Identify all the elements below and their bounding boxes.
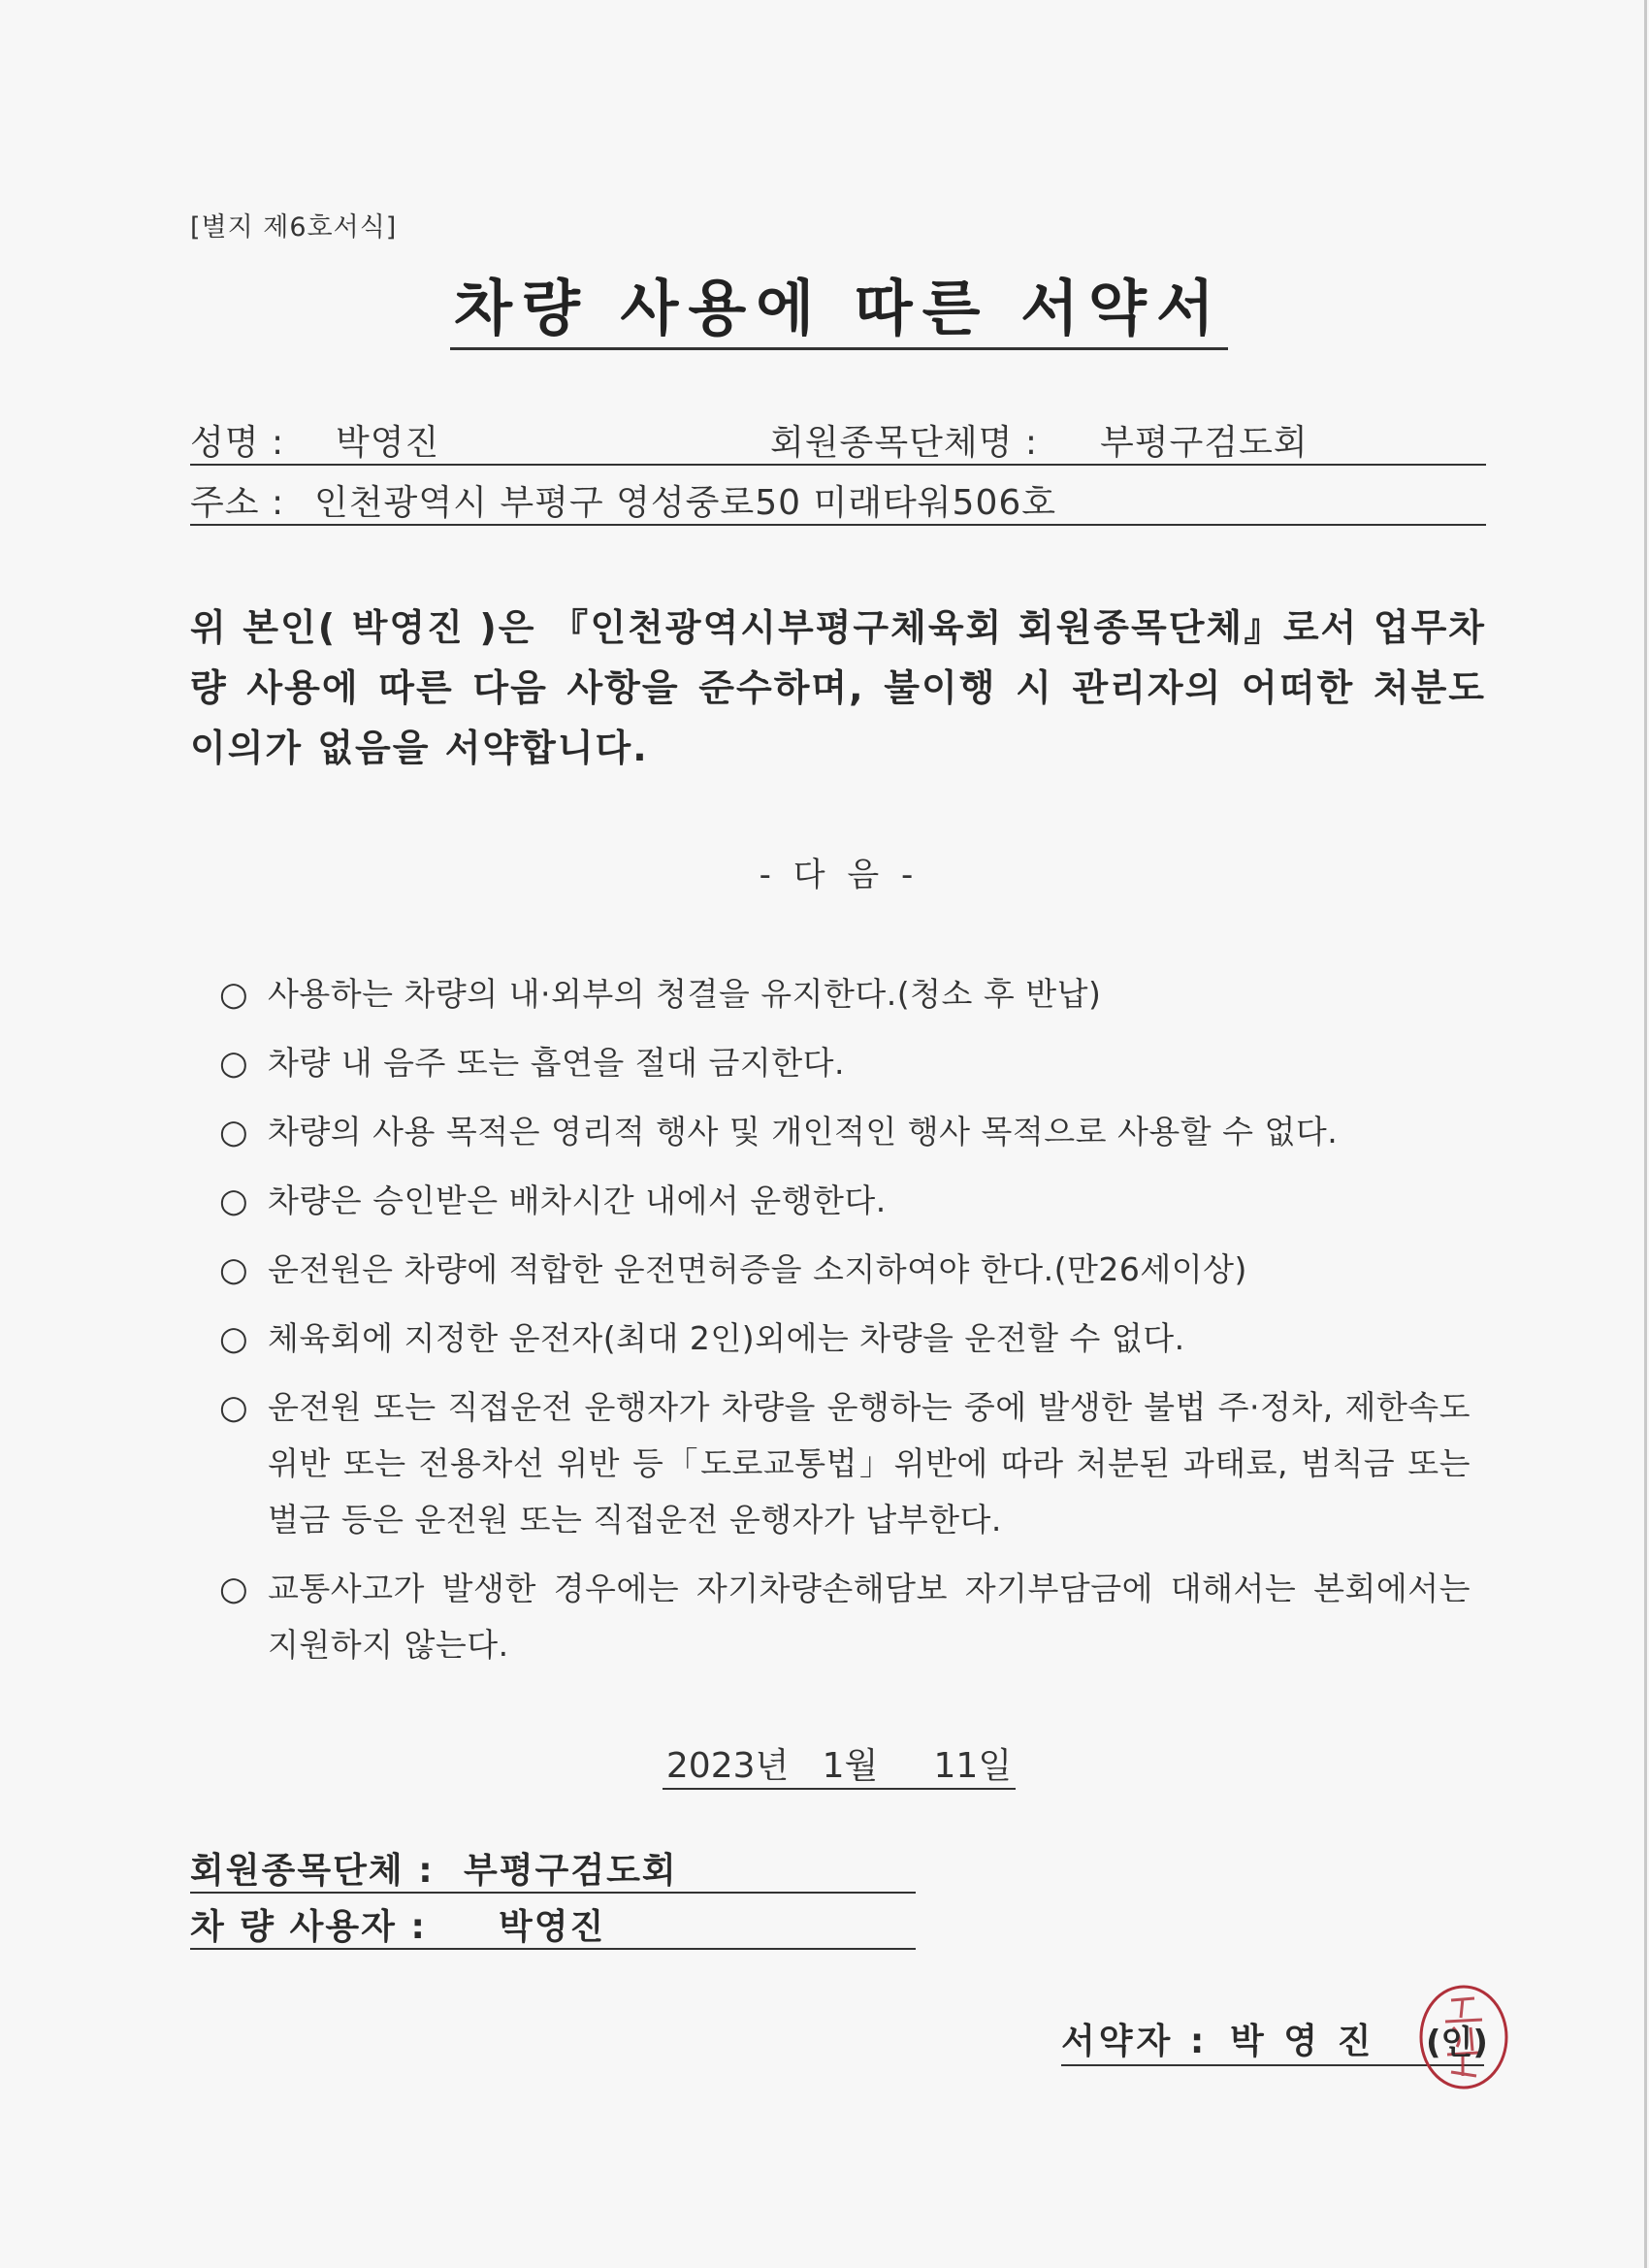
circle-bullet-icon: ○ [219, 1388, 248, 1427]
sig-org-label: 회원종목단체 : [190, 1851, 435, 1891]
list-item [219, 1242, 1480, 1298]
circle-bullet-icon: ○ [219, 1113, 248, 1151]
circle-bullet-icon: ○ [219, 1319, 248, 1358]
rule-text: 차량의 사용 목적은 영리적 행사 및 개인적인 행사 목적으로 사용할 수 없다. [268, 1113, 1339, 1150]
pledge-intro: 위 본인( 박영진 )은 『인천광역시부평구체육회 회원종목단체』로서 업무차량 사용에 따른 다음 사항을 준수하며, 불이행 시 관리자의 어떠한 처분도 이의가 없음을 서약합니다. [190, 606, 1486, 769]
info-line-name-org [190, 415, 1486, 466]
list-item [219, 1561, 1480, 1673]
pledge-date-text: 2023년 1월 11일 [663, 1746, 1016, 1790]
page-edge-divider [1644, 0, 1647, 2268]
circle-bullet-icon: ○ [219, 1044, 248, 1083]
list-item [219, 1379, 1480, 1548]
circle-bullet-icon: ○ [219, 1570, 248, 1608]
name-value: 박영진 [336, 423, 440, 463]
address-value: 인천광역시 부평구 영성중로50 미래타워506호 [314, 483, 1057, 523]
rule-text: 운전원 또는 직접운전 운행자가 차량을 운행하는 중에 발생한 불법 주·정차, 제한속도 위반 또는 전용차선 위반 등「도로교통법」위반에 따라 처분된 과태료, 범칙금 또는 벌금 등은 운전원 또는 직접운전 운행자가 납부한다. [268, 1388, 1471, 1539]
rule-text: 운전원은 차량에 적합한 운전면허증을 소지하여야 한다.(만26세이상) [268, 1250, 1247, 1288]
info-line-address [190, 475, 1486, 526]
document-title-text: 차량 사용에 따른 서약서 [450, 273, 1228, 350]
form-number: [별지 제6호서식] [190, 212, 398, 243]
circle-bullet-icon: ○ [219, 1182, 248, 1220]
sig-org-value: 부평구검도회 [464, 1851, 678, 1891]
rules-list [219, 966, 1480, 1686]
rule-text: 체육회에 지정한 운전자(최대 2인)외에는 차량을 운전할 수 없다. [268, 1319, 1185, 1357]
rule-text: 교통사고가 발생한 경우에는 자기차량손해담보 자기부담금에 대해서는 본회에서는 지원하지 않는다. [268, 1570, 1471, 1664]
org-label: 회원종목단체명 : [770, 423, 1039, 463]
list-item [219, 1104, 1480, 1160]
sig-user-label: 차 량 사용자 : [190, 1907, 427, 1947]
signature-org-line [190, 1843, 916, 1894]
list-item [219, 1035, 1480, 1091]
next-heading: - 다 음 - [759, 856, 920, 894]
rule-text: 사용하는 차량의 내·외부의 청결을 유지한다.(청소 후 반납) [268, 975, 1102, 1013]
list-item [219, 1173, 1480, 1229]
circle-bullet-icon: ○ [219, 1250, 248, 1289]
rule-text: 차량 내 음주 또는 흡연을 절대 금지한다. [268, 1044, 845, 1082]
signature-user-line [190, 1899, 916, 1950]
signer-value: 박 영 진 [1230, 2022, 1375, 2061]
circle-bullet-icon: ○ [219, 975, 248, 1014]
seal-mark: (인) [1426, 2024, 1488, 2062]
list-item [219, 966, 1480, 1022]
sig-user-value: 박영진 [499, 1907, 606, 1947]
name-label: 성명 : [190, 423, 285, 463]
document-title [0, 260, 1649, 346]
pledge-date [0, 1738, 1649, 1788]
rule-text: 차량은 승인받은 배차시간 내에서 운행한다. [268, 1182, 887, 1219]
address-label: 주소 : [190, 483, 285, 523]
list-item [219, 1311, 1480, 1367]
signer-label: 서약자 : [1061, 2022, 1209, 2061]
org-value: 부평구검도회 [1100, 423, 1309, 463]
